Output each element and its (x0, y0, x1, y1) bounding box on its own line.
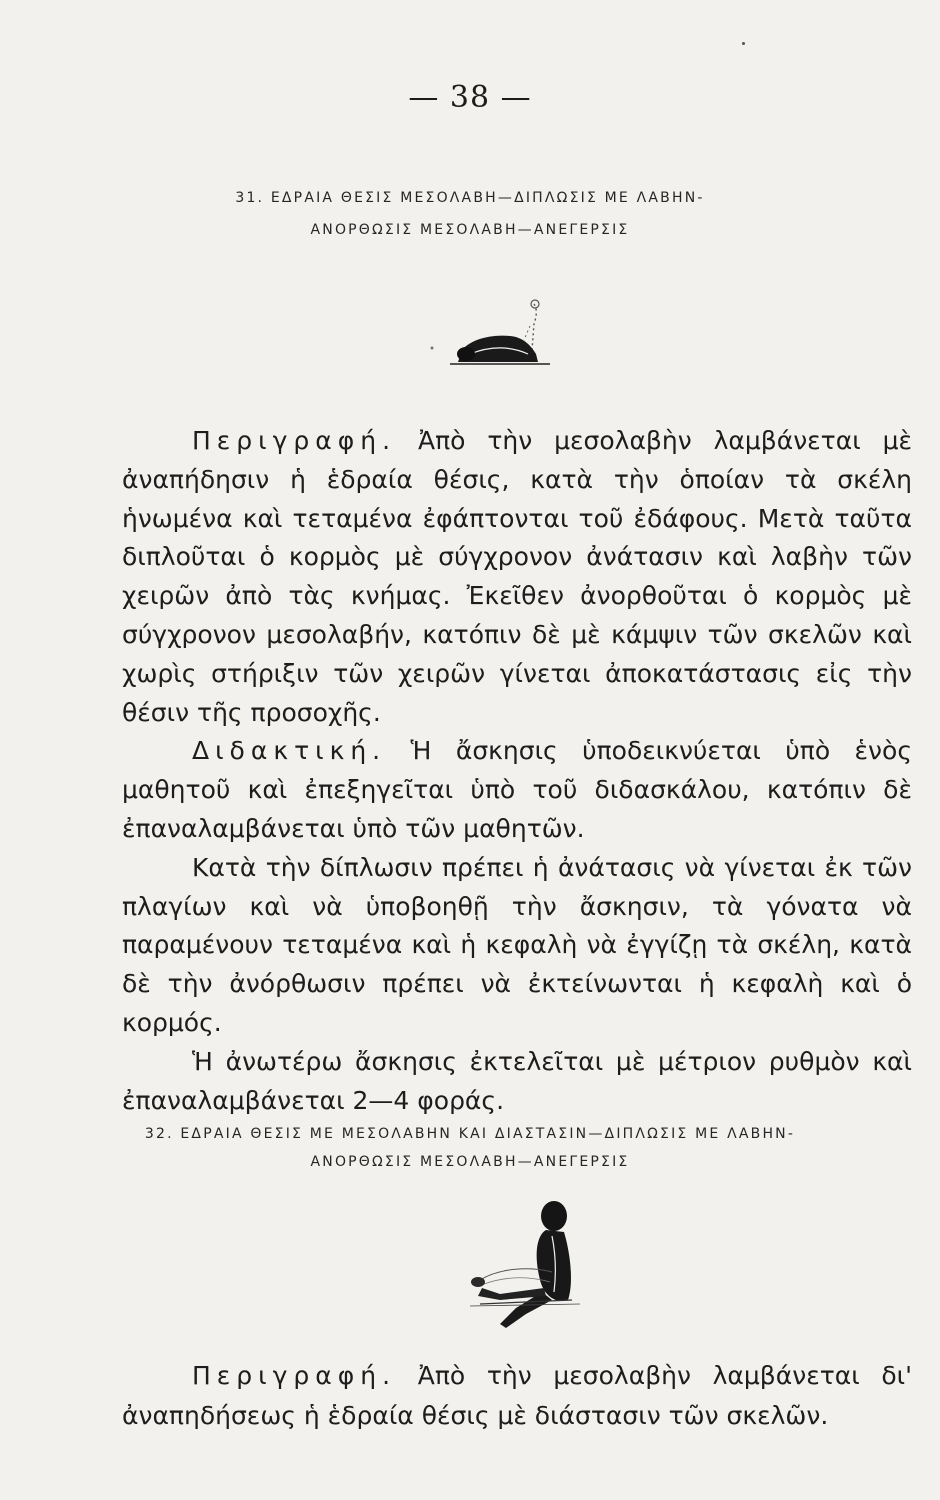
exercise-31-heading-line1: 31. ΕΔΡΑΙΑ ΘΕΣΙΣ ΜΕΣΟΛΑΒΗ—ΔΙΠΛΩΣΙΣ ΜΕ ΛΑΒΗΝ- (235, 190, 705, 206)
exercise-32-heading-line1: 32. ΕΔΡΑΙΑ ΘΕΣΙΣ ΜΕ ΜΕΣΟΛΑΒΗΝ ΚΑΙ ΔΙΑΣΤΑΣΙΝ—ΔΙΠΛΩΣΙΣ ΜΕ ΛΑΒΗΝ- (144, 1126, 796, 1142)
exercise-31-illustration (410, 290, 560, 380)
didactic-label: Διδακτική. (192, 736, 387, 766)
exercise-32-description (122, 1356, 912, 1436)
page-number: — 38 — (408, 80, 532, 115)
description-label: Περιγραφή. (192, 1361, 397, 1390)
exercise-31-didactic (122, 732, 912, 848)
exercise-31-heading-line2: ΑΝΟΡΘΩΣΙΣ ΜΕΣΟΛΑΒΗ—ΑΝΕΓΕΡΣΙΣ (310, 222, 630, 238)
exercise-31-text (122, 422, 912, 1120)
description-body: Ἀπὸ τὴν μεσολαβὴν λαμβάνεται μὲ ἀναπήδησιν ἡ ἑδραία θέσις, κατὰ τὴν ὁποίαν τὰ σκέλη ἡνωμένα καὶ τεταμένα ἐφάπτονται τοῦ ἐδάφους. Μετὰ ταῦτα διπλοῦται ὁ κορμὸς μὲ σύγχρονον ἀνάτασιν καὶ λαβὴν τῶν χειρῶν ἀπὸ τὰς κνήμας. Ἐκεῖθεν ἀνορθοῦται ὁ κορμὸς μὲ σύγχρονον μεσολαβήν, κατόπιν δὲ μὲ κάμψιν τῶν σκελῶν καὶ χωρὶς στήριξιν τῶν χειρῶν γίνεται ἀποκατάστασις εἰς τὴν θέσιν τῆς προσοχῆς. (122, 426, 912, 727)
exercise-32-text (122, 1356, 912, 1436)
exercise-31-description (122, 422, 912, 732)
description-body: Ἀπὸ τὴν μεσολαβὴν λαμβάνεται δι' ἀναπηδήσεως ἡ ἑδραία θέσις μὲ διάστασιν τῶν σκελῶν. (122, 1361, 912, 1430)
didactic-body: Ἡ ἄσκησις ὑποδεικνύεται ὑπὸ ἑνὸς μαθητοῦ καὶ ἐπεξηγεῖται ὑπὸ τοῦ διδασκάλου, κατόπιν δὲ ἐπαναλαμβάνεται ὑπὸ τῶν μαθητῶν. (122, 736, 912, 843)
description-label: Περιγραφή. (192, 426, 397, 455)
exercise-32-heading-line2: ΑΝΟΡΘΩΣΙΣ ΜΕΣΟΛΑΒΗ—ΑΝΕΓΕΡΣΙΣ (310, 1154, 630, 1170)
exercise-31-paragraph-3: Κατὰ τὴν δίπλωσιν πρέπει ἡ ἀνάτασις νὰ γίνεται ἐκ τῶν πλαγίων καὶ νὰ ὑποβοηθῇ τὴν ἄσκησιν, τὰ γόνατα νὰ παραμένουν τεταμένα καὶ ἡ κεφαλὴ νὰ ἐγγίζῃ τὰ σκέλη, κατὰ δὲ τὴν ἀνόρθωσιν πρέπει νὰ ἐκτείνωνται ἡ κεφαλὴ καὶ ὁ κορμός. (122, 852, 912, 1037)
speck (742, 42, 745, 45)
exercise-31-paragraph-4: Ἡ ἀνωτέρω ἄσκησις ἐκτελεῖται μὲ μέτριον ρυθμὸν καὶ ἐπαναλαμβάνεται 2—4 φοράς. (122, 1046, 912, 1115)
exercise-32-illustration (460, 1196, 600, 1336)
